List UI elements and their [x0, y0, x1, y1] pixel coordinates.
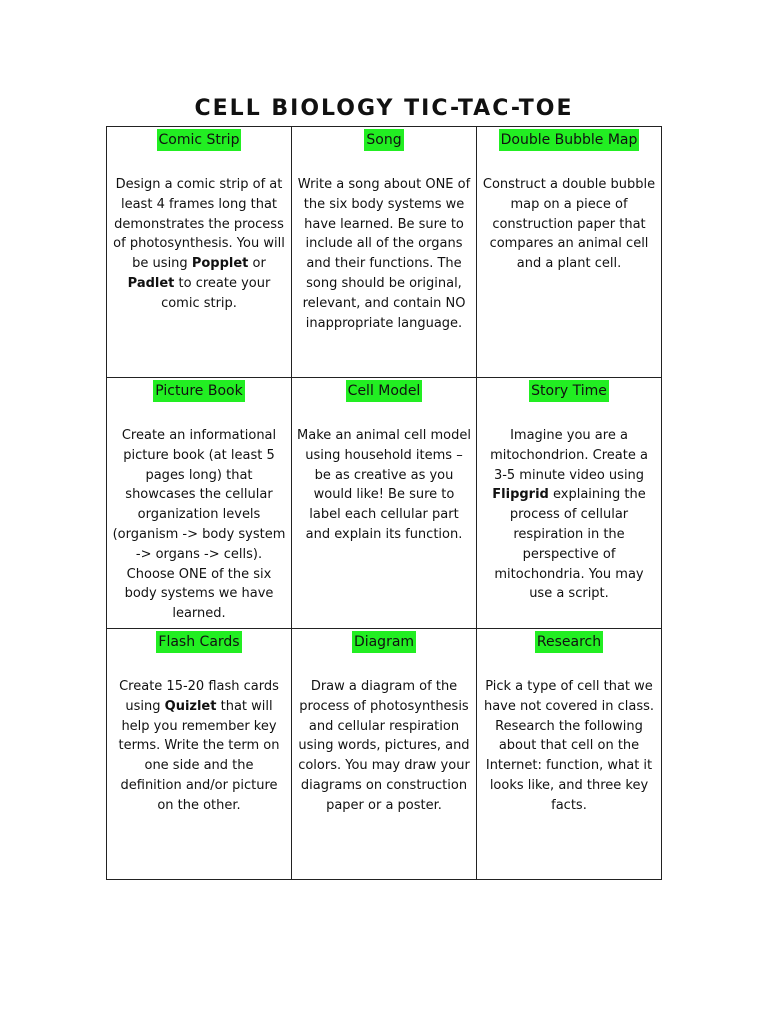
- description-text: Pick a type of cell that we have not covered in class. Research the following about that cell on the Internet: function, what it looks like, and three key facts.: [483, 679, 655, 813]
- cell-story-time: [477, 378, 661, 629]
- cell-research: [477, 629, 661, 879]
- description-text: Create 15-20 flash cards using: [119, 679, 279, 714]
- cell-description: [482, 426, 656, 604]
- cell-heading: Picture Book: [153, 380, 244, 402]
- page-title: CELL BIOLOGY TIC-TAC-TOE: [194, 96, 574, 121]
- description-text: Create an informational picture book (at least 5 pages long) that showcases the cellular organization levels (organism -> body system -> organs -> cells). Choose ONE of the six body systems we have learned.: [112, 428, 286, 622]
- cell-description: [112, 426, 286, 624]
- tic-tac-toe-grid: [106, 126, 662, 880]
- description-text: Design a comic strip of at least 4 frames long that demonstrates the process of photosynthesis. You will be using: [113, 177, 285, 272]
- description-text: Make an animal cell model using household items – be as creative as you would like! Be sure to label each cellular part and explain its function.: [297, 428, 471, 542]
- tool-name: Quizlet: [164, 698, 217, 714]
- cell-heading: Comic Strip: [157, 129, 242, 151]
- cell-song: [292, 127, 477, 378]
- cell-description: [297, 175, 471, 333]
- cell-heading: Double Bubble Map: [499, 129, 640, 151]
- cell-description: [297, 677, 471, 816]
- cell-heading: Story Time: [529, 380, 609, 402]
- cell-heading: Cell Model: [346, 380, 423, 402]
- cell-heading: Diagram: [352, 631, 416, 653]
- cell-heading: Research: [535, 631, 603, 653]
- cell-comic-strip: [107, 127, 292, 378]
- cell-description: [297, 426, 471, 545]
- description-text: explaining the process of cellular respiration in the perspective of mitochondria. You may use a script.: [494, 487, 646, 602]
- description-text: Construct a double bubble map on a piece of construction paper that compares an animal cell and a plant cell.: [482, 177, 656, 272]
- description-text: Draw a diagram of the process of photosynthesis and cellular respiration using words, pictures, and colors. You may draw your diagrams on construction paper or a poster.: [298, 679, 470, 813]
- description-text: or: [248, 256, 266, 272]
- cell-heading: Flash Cards: [156, 631, 241, 653]
- cell-picture-book: [107, 378, 292, 629]
- cell-diagram: [292, 629, 477, 879]
- cell-description: [482, 677, 656, 816]
- description-text: that will help you remember key terms. Write the term on one side and the definition and/or picture on the other.: [118, 698, 280, 813]
- cell-description: [482, 175, 656, 274]
- cell-cell-model: [292, 378, 477, 629]
- cell-description: [112, 175, 286, 314]
- description-text: to create your comic strip.: [161, 275, 271, 311]
- cell-description: [112, 677, 286, 816]
- tool-name: Flipgrid: [492, 487, 549, 503]
- description-text: Write a song about ONE of the six body systems we have learned. Be sure to include all of the organs and their functions. The song should be original, relevant, and contain NO inappropriate language.: [297, 177, 471, 331]
- cell-double-bubble-map: [477, 127, 661, 378]
- cell-flash-cards: [107, 629, 292, 879]
- description-text: Imagine you are a mitochondrion. Create a 3-5 minute video using: [490, 428, 648, 483]
- tool-name: Popplet: [191, 256, 249, 272]
- cell-heading: Song: [364, 129, 403, 151]
- tool-name: Padlet: [127, 275, 175, 291]
